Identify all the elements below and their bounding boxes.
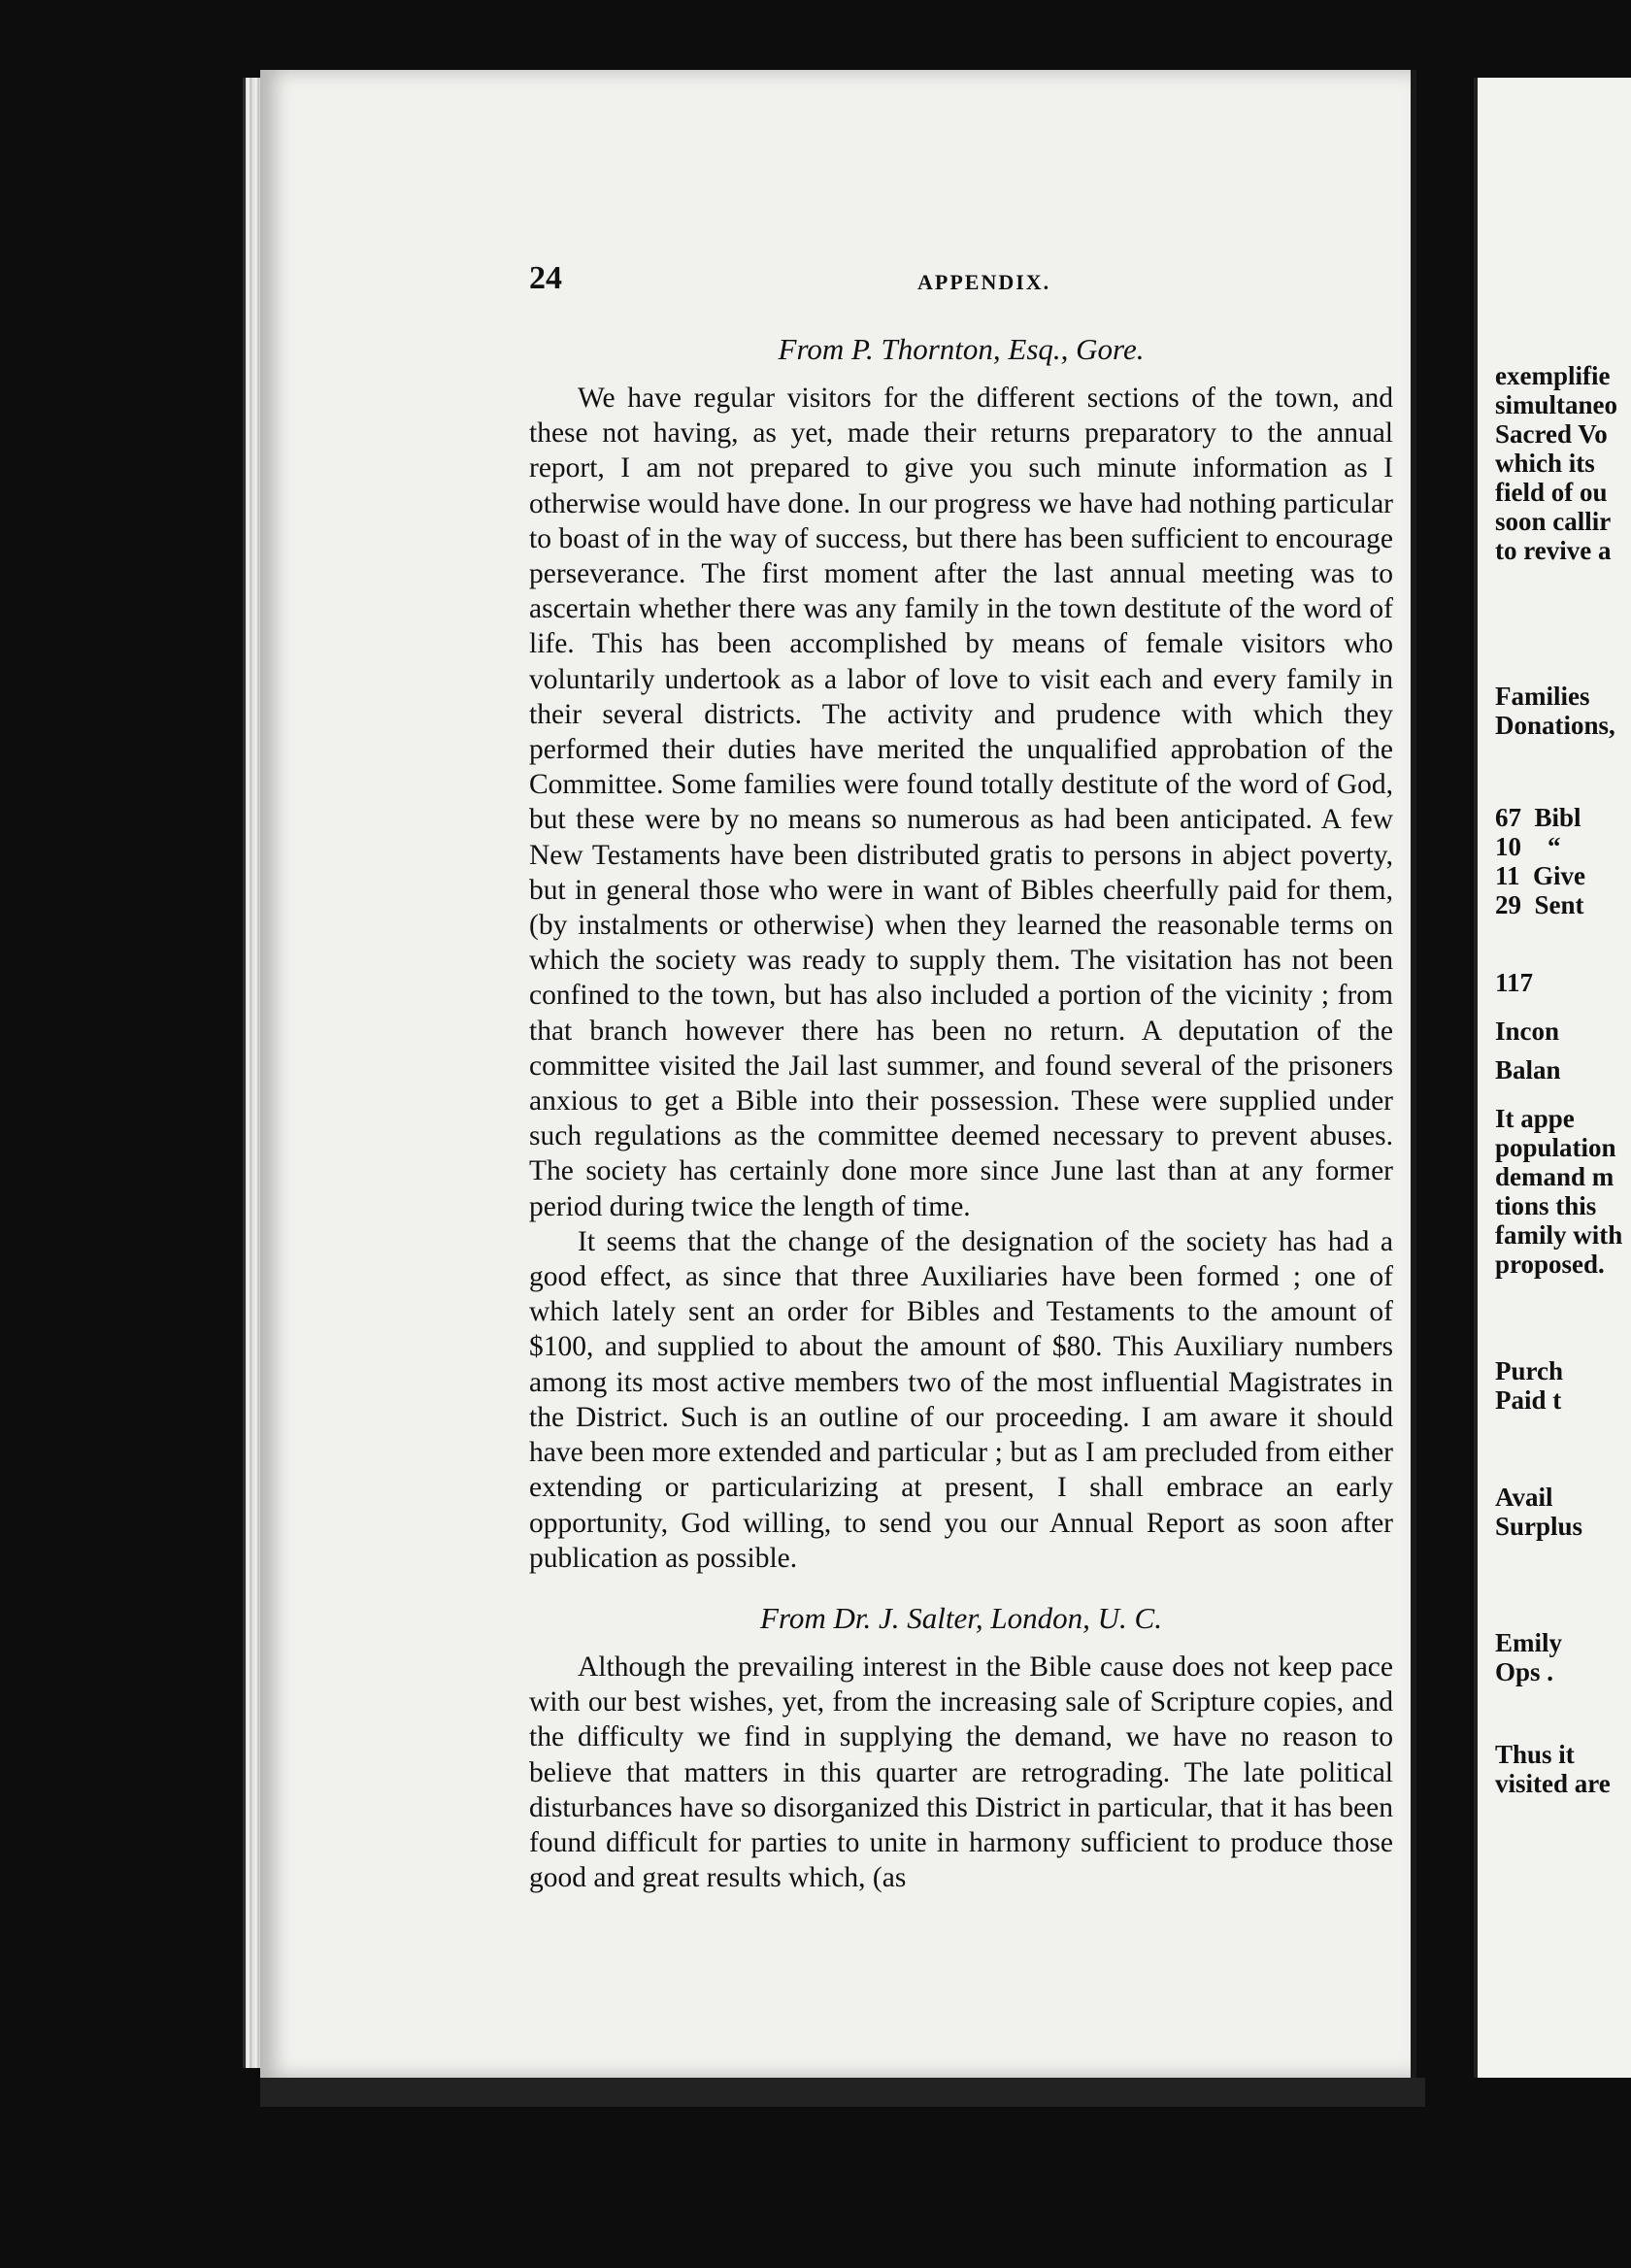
right-page-fragment: 11 Give — [1495, 861, 1585, 890]
right-page-fragment: Sacred Vo — [1495, 419, 1608, 449]
right-page-fragment: Purch — [1495, 1356, 1564, 1385]
paragraph: It seems that the change of the designation of the society has had a good effect, as since that three Auxiliaries have been formed ; one of which lately sent an order for Bibles and Testaments to the amount of $100, and supplied to about the amount of $80. This Auxiliary numbers among its most active members two of the most influential Magistrates in the District. Such is an outline of our proceeding. I am aware it should have been more extended and particular ; but as I am precluded from either extending or particularizing at present, I shall embrace an early opportunity, God willing, to send you our Annual Report as soon after publication as possible. — [529, 1225, 1393, 1574]
right-page-fragment: 29 Sent — [1495, 890, 1584, 919]
right-page-fragment: exemplifie — [1495, 361, 1611, 390]
right-page-fragment: Ops . — [1495, 1657, 1554, 1686]
right-page-fragment: 117 — [1495, 968, 1534, 997]
right-page-fragment: It appe — [1495, 1104, 1575, 1133]
right-page-fragment: Families — [1495, 682, 1590, 711]
right-page-fragment: Incon — [1495, 1017, 1560, 1046]
right-page-fragment: Avail — [1495, 1483, 1553, 1512]
page-number: 24 — [529, 260, 562, 296]
right-page-fragment: to revive a — [1495, 536, 1612, 565]
right-page-fragment: visited are — [1495, 1769, 1611, 1798]
right-page-fragment: Emily — [1495, 1628, 1563, 1657]
right-page-fragment: which its — [1495, 449, 1595, 478]
section-heading-thornton: From P. Thornton, Esq., Gore. — [778, 332, 1145, 366]
right-page-fragment: Balan — [1495, 1055, 1561, 1084]
right-page-fragment: Surplus — [1495, 1512, 1583, 1541]
paragraph: Although the prevailing interest in the Bible cause does not keep pace with our best wishes, yet, from the increasing sale of Scripture copies, and the difficulty we find in supplying the demand, we have no reason to believe that matters in this quarter are retrograding. The late political disturbances have so disorganized this District in particular, that it has been found difficult for parties to unite in harmony sufficient to produce those good and great results which, (as — [529, 1651, 1393, 1894]
right-page-fragment: Paid t — [1495, 1385, 1562, 1415]
right-page-fragment: field of ou — [1495, 478, 1608, 507]
left-page-text — [529, 260, 1393, 1895]
right-page-fragment: 67 Bibl — [1495, 803, 1581, 832]
right-page-fragment: proposed. — [1495, 1250, 1605, 1279]
right-page-fragment: soon callir — [1495, 507, 1612, 536]
right-page-fragment: population — [1495, 1133, 1616, 1162]
right-page-fragment: Donations, — [1495, 711, 1615, 740]
paragraph: We have regular visitors for the different sections of the town, and these not having, as yet, made their returns preparatory to the annual report, I am not prepared to give you such minute information as I otherwise would have done. In our progress we have had nothing particular to boast of in the way of success, but there has been sufficient to encourage perseverance. The first moment after the last annual meeting was to ascertain whether there was any family in the town destitute of the word of life. This has been accomplished by means of female visitors who voluntarily undertook as a labor of love to visit each and every family in their several districts. The activity and prudence with which they performed their duties have merited the unqualified approbation of the Committee. Some families were found totally destitute of the word of God, but these were by no means so numerous as had been anticipated. A few New Testaments have been distributed gratis to persons in abject poverty, but in general those who were in want of Bibles cheerfully paid for them, (by instalments or otherwise) when they learned the reasonable terms on which the society was ready to supply them. The visitation has not been confined to the town, but has also included a portion of the vicinity ; from that branch however there has been no return. A deputation of the committee visited the Jail last summer, and found several of the prisoners anxious to get a Bible into their possession. These were supplied under such regulations as the committee deemed necessary to prevent abuses. The society has certainly done more since June last than at any former period during twice the length of time. — [529, 383, 1393, 1222]
right-page-fragment: family with — [1495, 1220, 1623, 1250]
right-page-fragment: Thus it — [1495, 1740, 1575, 1769]
right-page-fragment: 10 “ — [1495, 832, 1561, 861]
running-head — [529, 260, 1393, 318]
right-page-fragment: tions this — [1495, 1191, 1597, 1220]
right-page-fragment: simultaneo — [1495, 390, 1618, 419]
section-heading-salter: From Dr. J. Salter, London, U. C. — [760, 1600, 1162, 1635]
right-page-fragment: demand m — [1495, 1162, 1614, 1191]
book-bottom-edge — [260, 2078, 1425, 2107]
running-title: APPENDIX. — [917, 270, 1051, 294]
